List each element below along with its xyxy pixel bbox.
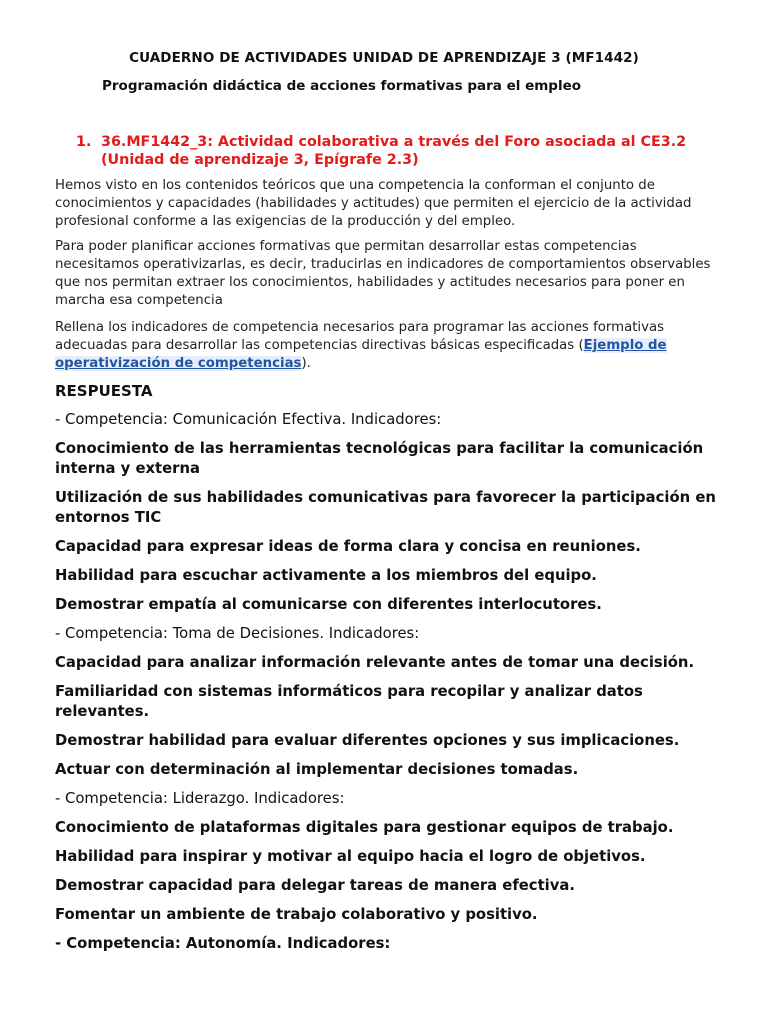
- competency-heading: - Competencia: Autonomía. Indicadores:: [55, 935, 391, 952]
- competency-heading: - Competencia: Liderazgo. Indicadores:: [55, 790, 345, 807]
- example-link[interactable]: Ejemplo de operativización de competencias: [55, 338, 667, 371]
- indicator-item: Utilización de sus habilidades comunicativas para favorecer la participación en entornos TIC: [55, 489, 716, 526]
- planning-paragraph: Para poder planificar acciones formativas que permitan desarrollar estas competencias necesitamos operativizarlas, es decir, traducirlas en indicadores de comportamientos observables que nos permitan extraer los conocimientos, habilidades y actitudes necesarios para poner en marcha esa competencia: [55, 239, 711, 308]
- indicator-item: Habilidad para escuchar activamente a los miembros del equipo.: [55, 567, 597, 584]
- activity-heading: [76, 133, 716, 169]
- indicator-item: Capacidad para expresar ideas de forma clara y concisa en reuniones.: [55, 538, 641, 555]
- indicator-item: Conocimiento de las herramientas tecnológicas para facilitar la comunicación interna y externa: [55, 440, 704, 477]
- response-list: [55, 410, 725, 963]
- indicator-item: Habilidad para inspirar y motivar al equipo hacia el logro de objetivos.: [55, 848, 646, 865]
- indicator-item: Actuar con determinación al implementar decisiones tomadas.: [55, 761, 579, 778]
- document-title: CUADERNO DE ACTIVIDADES UNIDAD DE APRENDIZAJE 3 (MF1442): [129, 50, 639, 66]
- indicator-item: Fomentar un ambiente de trabajo colaborativo y positivo.: [55, 906, 538, 923]
- indicator-item: Demostrar habilidad para evaluar diferentes opciones y sus implicaciones.: [55, 732, 680, 749]
- indicator-item: Capacidad para analizar información relevante antes de tomar una decisión.: [55, 654, 695, 671]
- intro-paragraph: Hemos visto en los contenidos teóricos que una competencia la conforman el conjunto de conocimientos y capacidades (habilidades y actitudes) que permiten el ejercicio de la actividad profesional conforme a las exigencias de la producción y del empleo.: [55, 178, 692, 229]
- indicator-item: Demostrar capacidad para delegar tareas de manera efectiva.: [55, 877, 575, 894]
- activity-text: 36.MF1442_3: Actividad colaborativa a través del Foro asociada al CE3.2 (Unidad de aprendizaje 3, Epígrafe 2.3): [101, 134, 687, 168]
- activity-number: 1.: [76, 134, 92, 150]
- indicator-item: Conocimiento de plataformas digitales para gestionar equipos de trabajo.: [55, 819, 674, 836]
- instructions-text: Rellena los indicadores de competencia necesarios para programar las acciones formativas adecuadas para desarrollar las competencias directivas básicas especificadas (: [55, 320, 665, 353]
- competency-heading: - Competencia: Comunicación Efectiva. Indicadores:: [55, 411, 442, 428]
- document-subtitle: Programación didáctica de acciones formativas para el empleo: [102, 78, 582, 94]
- instructions-paragraph: [55, 319, 720, 373]
- competency-heading: - Competencia: Toma de Decisiones. Indicadores:: [55, 625, 420, 642]
- indicator-item: Demostrar empatía al comunicarse con diferentes interlocutores.: [55, 596, 602, 613]
- indicator-item: Familiaridad con sistemas informáticos para recopilar y analizar datos relevantes.: [55, 683, 643, 720]
- instructions-end: ).: [301, 356, 311, 371]
- response-heading: RESPUESTA: [55, 382, 153, 400]
